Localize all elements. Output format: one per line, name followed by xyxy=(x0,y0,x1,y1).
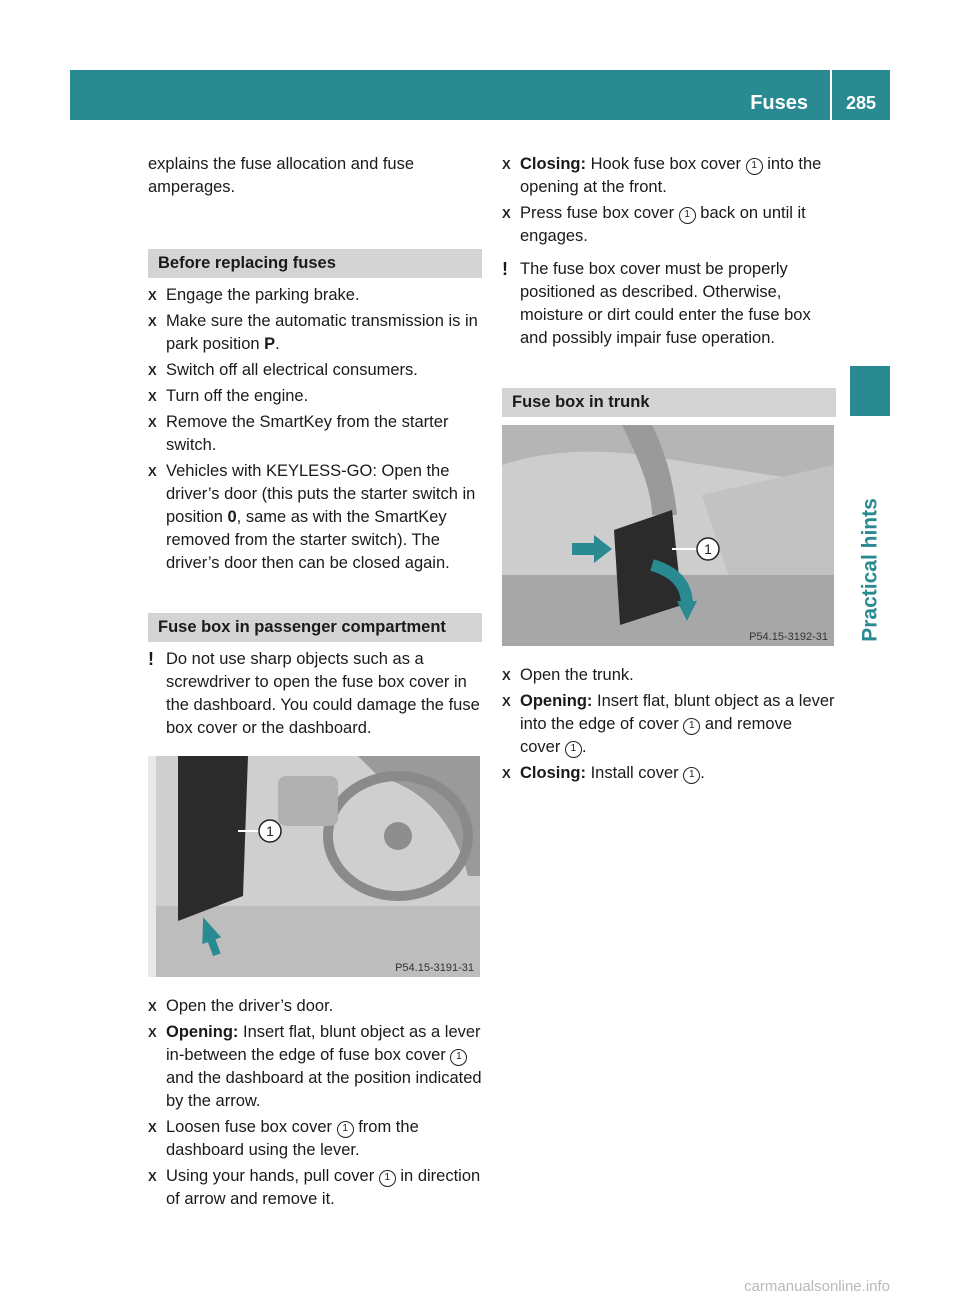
step-item: X Switch off all electrical consumers. xyxy=(148,359,482,382)
callout-1-icon: 1 xyxy=(683,718,700,735)
section-before-replacing: Before replacing fuses xyxy=(148,249,482,278)
step-marker-icon: X xyxy=(148,464,157,479)
callout-1-icon: 1 xyxy=(565,741,582,758)
step-marker-icon: X xyxy=(502,157,511,172)
figure-code: P54.15-3191-31 xyxy=(395,962,474,974)
step-marker-icon: X xyxy=(148,314,157,329)
step-marker-icon: X xyxy=(502,694,511,709)
step-marker-icon: X xyxy=(148,1120,157,1135)
callout-1-icon: 1 xyxy=(337,1121,354,1138)
step-marker-icon: X xyxy=(502,206,511,221)
step-marker-icon: X xyxy=(502,766,511,781)
step-marker-icon: X xyxy=(148,1169,157,1184)
step-item: X Using your hands, pull cover 1 in direction of arrow and remove it. xyxy=(148,1167,481,1208)
intro-text: explains the fuse allocation and fuse amperages. xyxy=(148,155,415,196)
step-marker-icon: X xyxy=(148,415,157,430)
svg-text:1: 1 xyxy=(266,823,274,839)
side-tab xyxy=(848,470,892,670)
callout-1-icon: 1 xyxy=(679,207,696,224)
callout-1-icon: 1 xyxy=(379,1170,396,1187)
step-item: X Open the trunk. xyxy=(502,664,836,687)
watermark: carmanualsonline.info xyxy=(744,1278,890,1295)
step-item: X Loosen fuse box cover 1 from the dashboard using the lever. xyxy=(148,1118,419,1159)
step-item: X Closing: Hook fuse box cover 1 into the opening at the front. xyxy=(502,155,822,196)
figure-trunk-fusebox xyxy=(502,425,834,646)
step-item: X Closing: Install cover 1 . xyxy=(502,762,836,785)
step-marker-icon: X xyxy=(148,389,157,404)
page-number: 285 xyxy=(845,93,877,113)
side-tab-block xyxy=(850,366,890,416)
header-bar xyxy=(70,70,890,120)
trunk-illustration xyxy=(502,425,834,646)
callout-1-icon: 1 xyxy=(683,767,700,784)
step-item: X Engage the parking brake. xyxy=(148,284,482,307)
callout-1-icon: 1 xyxy=(746,158,763,175)
step-item: X Opening: Insert flat, blunt object as a lever into the edge of cover 1 and remove cover 1 . xyxy=(502,692,835,756)
step-item: X Press fuse box cover 1 back on until it engages. xyxy=(502,204,806,245)
right-column xyxy=(502,153,836,788)
step-marker-icon: X xyxy=(148,999,157,1014)
warning-note: ! The fuse box cover must be properly positioned as described. Otherwise, moisture or dirt could enter the fuse box and possibly impair fuse operation. xyxy=(502,259,811,347)
step-marker-icon: X xyxy=(148,288,157,303)
step-item: X Remove the SmartKey from the starter switch. xyxy=(148,413,449,454)
section-passenger-compartment: Fuse box in passenger compartment xyxy=(148,613,482,642)
step-item: X Turn off the engine. xyxy=(148,385,482,408)
callout-1-icon: 1 xyxy=(450,1049,467,1066)
svg-text:1: 1 xyxy=(704,541,712,557)
step-item: X Open the driver’s door. xyxy=(148,995,482,1018)
left-column xyxy=(148,153,482,1214)
section-title: Fuses xyxy=(750,92,808,114)
warning-icon: ! xyxy=(148,649,154,669)
step-marker-icon: X xyxy=(148,1025,157,1040)
warning-note: ! Do not use sharp objects such as a screwdriver to open the fuse box cover in the dashboard. You could damage the fuse box cover or the dashboard. xyxy=(148,649,480,737)
figure-dashboard-fusebox xyxy=(148,756,480,977)
step-item: X Vehicles with KEYLESS-GO: Open the driver’s door (this puts the starter switch in position 0, same as with the SmartKey removed from the starter switch). The driver’s door then can be closed again. xyxy=(148,462,476,572)
dashboard-illustration xyxy=(148,756,480,977)
step-marker-icon: X xyxy=(148,363,157,378)
figure-code: P54.15-3192-31 xyxy=(749,631,828,643)
step-item: X Make sure the automatic transmission is in park position P. xyxy=(148,312,478,353)
section-trunk: Fuse box in trunk xyxy=(502,388,836,417)
step-marker-icon: X xyxy=(502,668,511,683)
step-item: X Opening: Insert flat, blunt object as a lever in-between the edge of fuse box cover 1 and the dashboard at the position indicated by the arrow. xyxy=(148,1023,482,1110)
side-tab-label: Practical hints xyxy=(858,498,882,642)
warning-icon: ! xyxy=(502,259,508,279)
